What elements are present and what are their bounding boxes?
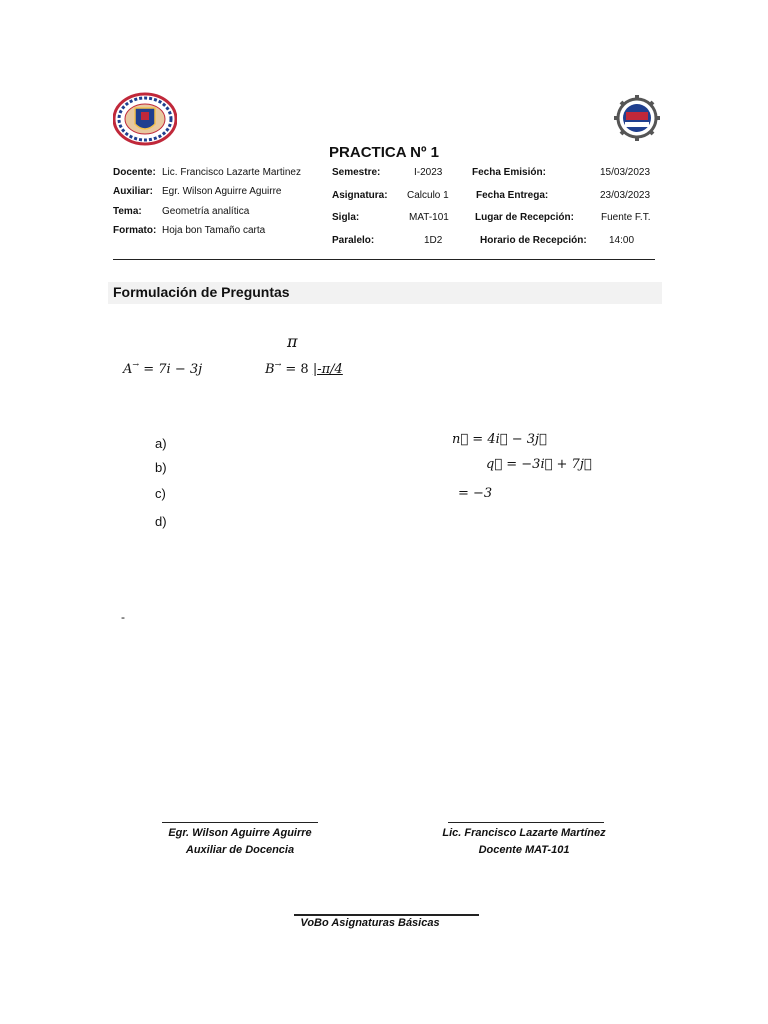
sigla-value: MAT-101 [409,212,449,223]
docente-label: Docente: [113,167,156,178]
auxiliar-value: Egr. Wilson Aguirre Aguirre [162,186,282,197]
semestre-label: Semestre: [332,167,381,178]
fecha-emision-label: Fecha Emisión: [472,167,546,178]
page-title: PRACTICA Nº 1 [329,144,439,161]
vector-a-rhs: = 7i − 3j [143,362,203,377]
sigla-label: Sigla: [332,212,360,223]
asignatura-value: Calculo 1 [407,190,449,201]
vector-q-equation: q⃗ = −3i⃗ + 7j⃗ [486,457,592,472]
signature-left-name: Egr. Wilson Aguirre Aguirre [168,827,312,839]
section-title: Formulación de Preguntas [113,284,290,300]
list-item: b) [155,460,167,475]
list-item: c) [155,486,166,501]
signature-bottom-label: VoBo Asignaturas Básicas [300,917,440,929]
vector-b-equation [265,360,343,377]
vector-n-equation: n⃗ = 4i⃗ − 3j⃗ [452,432,547,447]
vector-b-name: B [265,362,275,377]
paralelo-label: Paralelo: [332,235,375,246]
horario-recepcion-label: Horario de Recepción: [480,235,587,246]
vector-arrow: → [132,360,140,369]
header-divider [113,259,655,260]
university-seal-logo [113,92,177,146]
vector-a-name: A [123,362,133,377]
signature-left-role: Auxiliar de Docencia [185,844,295,856]
fecha-emision-value: 15/03/2023 [600,167,651,178]
pi-symbol: π [287,332,298,351]
asignatura-label: Asignatura: [332,190,388,201]
paralelo-value: 1D2 [424,235,443,246]
list-item: d) [155,514,167,529]
auxiliar-label: Auxiliar: [113,186,154,197]
formato-label: Formato: [113,225,157,236]
equation-value: = −3 [458,486,493,501]
vector-b-rhs: = 8 [285,362,313,377]
signature-line-right [448,822,604,823]
docente-value: Lic. Francisco Lazarte Martinez [162,167,301,178]
horario-recepcion-value: 14:00 [609,235,635,246]
faculty-gear-logo [608,94,666,142]
vector-b-angle: |-π/4 [312,362,343,377]
lugar-recepcion-label: Lugar de Recepción: [475,212,574,223]
tema-value: Geometría analítica [162,206,250,217]
semestre-value: I-2023 [414,167,443,178]
vector-arrow: → [274,360,282,369]
vector-a-equation [123,360,202,377]
formato-value: Hoja bon Tamaño carta [162,225,266,236]
tema-label: Tema: [113,206,142,217]
list-item: a) [155,436,167,451]
signature-right-name: Lic. Francisco Lazarte Martínez [442,827,606,839]
signature-line-bottom [294,914,479,916]
signature-line-left [162,822,318,823]
dash-mark: - [121,610,125,624]
lugar-recepcion-value: Fuente F.T. [601,212,651,223]
fecha-entrega-value: 23/03/2023 [600,190,651,201]
fecha-entrega-label: Fecha Entrega: [476,190,549,201]
signature-right-role: Docente MAT-101 [478,844,570,856]
